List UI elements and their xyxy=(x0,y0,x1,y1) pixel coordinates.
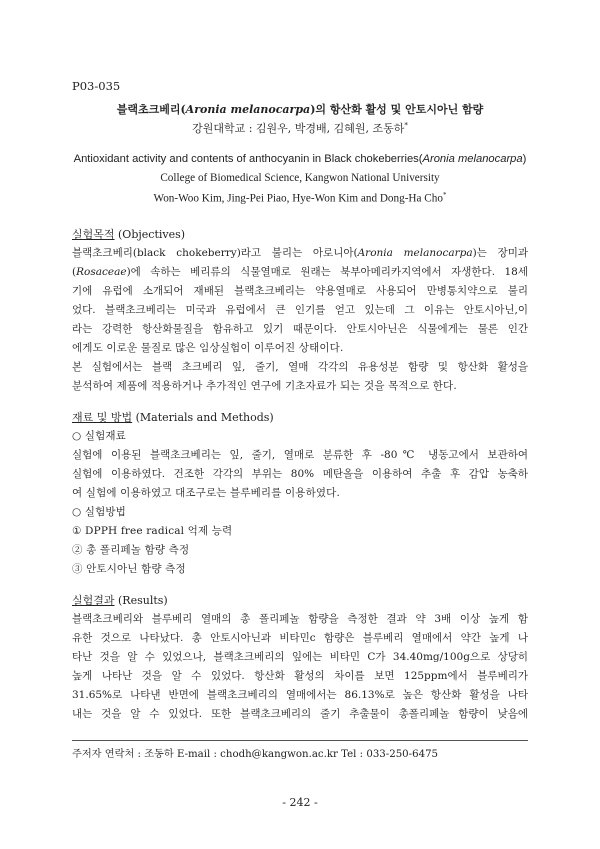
text-run: 블랙초크베리(black chokeberry)라고 불리는 아로니아( xyxy=(72,247,358,259)
scientific-name: Aronia melanocarpa xyxy=(185,103,311,116)
title-english-part: ) xyxy=(522,153,527,165)
method-item: ② 총 폴리페놀 함량 측정 xyxy=(72,544,190,556)
scientific-name: Rosaceae xyxy=(76,266,127,278)
subsection-label: ○ 실험방법 xyxy=(72,506,126,518)
heading-english: (Materials and Methods) xyxy=(132,411,274,424)
subsection-label: ○ 실험재료 xyxy=(72,430,126,442)
page-number: - 242 - xyxy=(282,796,318,809)
paragraph-line: 라는 강력한 항산화물질을 함유하고 있기 때문이다. 안토시아닌은 식물에게는 물론 인간 xyxy=(72,323,528,335)
heading-korean: 실험결과 xyxy=(72,594,115,607)
authors-korean xyxy=(0,120,600,136)
paragraph-line: 타난 것을 알 수 있었으나, 블랙초크베리의 잎에는 비타민 C가 34.40mg/100g으로 상당히 xyxy=(72,651,528,663)
section-heading-results xyxy=(72,592,168,608)
scientific-name: Aronia melanocarpa xyxy=(357,247,473,259)
paragraph-line: 분석하여 제품에 적용하거나 추가적인 연구에 기초자료가 되는 것을 목적으로 한다. xyxy=(72,380,457,392)
affiliation-english: College of Biomedical Science, Kangwon National University xyxy=(160,172,440,184)
paragraph-line: 블랙초크베리와 블루베리 열매의 총 폴리페놀 함량을 측정한 결과 약 3배 이상 높게 함 xyxy=(72,613,528,625)
paragraph-line: 었다. 블랙초크베리는 미국과 유럽에서 큰 인기를 얻고 있는데 그 이유는 안토시아닌,이 xyxy=(72,304,528,316)
paragraph-line: 여 실험에 이용하였고 대조구로는 블루베리를 이용하였다. xyxy=(72,487,340,499)
title-english xyxy=(0,153,600,165)
paragraph-line: 31.65%로 나타낸 반면에 블랙초크베리의 열매에서는 86.13%로 높은 항산화 활성을 나타 xyxy=(72,689,528,701)
text-run: )에 속하는 베리류의 식물열매로 원래는 북부아메리카지역에서 자생한다. 18세 xyxy=(126,266,528,278)
heading-korean: 재료 및 방법 xyxy=(72,411,133,424)
heading-english: (Results) xyxy=(114,594,168,607)
section-heading-objectives xyxy=(72,226,185,242)
corresponding-mark: * xyxy=(404,121,408,130)
footnote-divider xyxy=(72,740,528,741)
contact-info: 주저자 연락처 : 조동하 E-mail : chodh@kangwon.ac.kr Tel : 033-250-6475 xyxy=(72,749,439,760)
corresponding-mark: * xyxy=(442,191,447,199)
paragraph-line xyxy=(72,264,528,279)
abstract-code: P03-035 xyxy=(72,79,121,93)
method-item: ① DPPH free radical 억제 능력 xyxy=(72,525,233,537)
paragraph-line: 실험에 이용하였다. 건조한 각각의 부위는 80% 메탄올을 이용하여 추출 후 감압 농축하 xyxy=(72,468,528,480)
title-korean-part: 블랙초크베리( xyxy=(116,103,186,116)
paragraph-line: 기에 유럽에 소개되어 재배된 블랙초크베리는 약용열매로 사용되어 만병통치약으로 불리 xyxy=(72,285,528,297)
text-run: )는 장미과 xyxy=(472,247,528,259)
paragraph-line: 실험에 이용된 블랙초크베리는 잎, 줄기, 열매로 분류한 후 -80℃ 냉동고에서 보관하여 xyxy=(72,449,528,461)
title-english-part: Antioxidant activity and contents of anthocyanin in Black chokeberries( xyxy=(73,153,423,165)
paragraph-line: 유한 것으로 나타났다. 총 안토시아닌과 비타민c 함량은 블루베리 열매에서 약간 높게 나 xyxy=(72,632,528,644)
paragraph-line: 에게도 이로운 물질로 많은 임상실험이 이루어진 상태이다. xyxy=(72,342,344,354)
section-heading-methods xyxy=(72,409,274,425)
heading-korean: 실험목적 xyxy=(72,228,115,241)
title-korean xyxy=(0,101,600,117)
method-item: ③ 안토시아닌 함량 측정 xyxy=(72,563,186,575)
scientific-name: Aronia melanocarpa xyxy=(422,153,523,165)
title-korean-part: )의 항산화 활성 및 안토시아닌 함량 xyxy=(310,103,484,116)
authors-english-text: Won-Woo Kim, Jing-Pei Piao, Hye-Won Kim and Dong-Ha Cho xyxy=(153,192,443,205)
heading-english: (Objectives) xyxy=(114,228,186,241)
paragraph-line: 본 실험에서는 블랙 초크베리 잎, 줄기, 열매 각각의 유용성분 함량 및 항산화 활성을 xyxy=(72,361,528,373)
authors-english xyxy=(0,191,600,205)
paragraph-line xyxy=(72,245,528,260)
paragraph-line: 내는 것을 알 수 있었다. 또한 블랙초크베리의 줄기 추출물이 총폴리페놀 함량이 낮음에 xyxy=(72,708,528,720)
authors-korean-text: 강원대학교 : 김원우, 박경배, 김혜원, 조동하 xyxy=(192,122,405,135)
text-run: ( xyxy=(72,266,77,278)
paragraph-line: 높게 나타난 것을 알 수 있었다. 항산화 활성의 차이를 보면 125ppm에서 블루베리가 xyxy=(72,670,528,682)
